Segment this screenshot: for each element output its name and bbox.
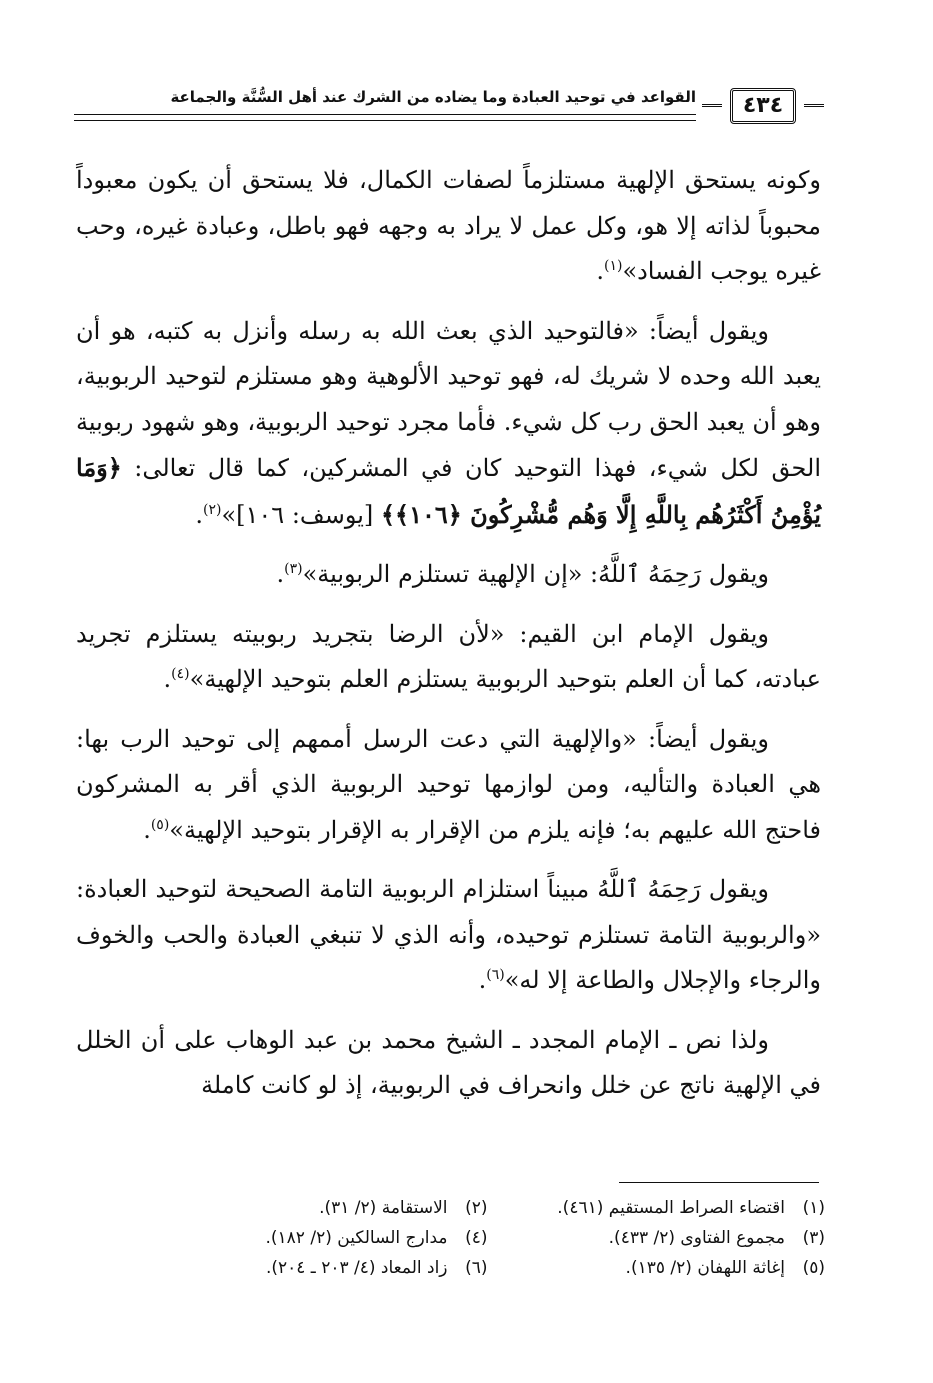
header-rule — [74, 114, 696, 121]
footnote-number: (١) — [802, 1198, 825, 1218]
footnote-ref: (١) — [603, 258, 623, 274]
footnotes — [150, 1195, 825, 1281]
footnote-ref: (٤) — [171, 666, 190, 682]
footnote — [150, 1195, 488, 1221]
footnote-text: إغاثة اللهفان (٢/ ١٣٥). — [625, 1258, 785, 1278]
paragraph-text: ويقول الإمام ابن القيم: «لأن الرضا بتجريد ربوبيته يستلزم تجريد عبادته، كما أن العلم بتوحيد الربوبية يستلزم العلم بتوحيد الإلهية» — [76, 619, 821, 693]
paragraph: ويقول أيضاً: «فالتوحيد الذي بعث الله به رسله وأنزل به كتبه، هو أن يعبد الله وحده لا شريك له، فهو توحيد الألوهية وهو مستلزم لتوحيد الربوبية، وهو أن يعبد الحق رب كل شيء. فأما مجرد توحيد الربوبية، وهو شهود ربوبية الحق لكل شيء، فهذا التوحيد كان في المشركين، كما قال تعالى: ﴿وَمَا يُؤْمِنُ أَكْثَرُهُم بِاللَّهِ إِلَّا وَهُم مُّشْرِكُونَ ﴿١٠٦﴾﴾ [يوسف: ١٠٦]»$^{(٢)}$. — [76, 316, 821, 529]
footnote-number: (٦) — [465, 1258, 488, 1278]
footnote-ref: (٦) — [486, 967, 505, 983]
footnote-number: (٣) — [802, 1228, 825, 1248]
paragraph: وكونه يستحق الإلهية مستلزماً لصفات الكمال، فلا يستحق أن يكون معبوداً محبوباً لذاته إلا هو، وكل عمل لا يراد به وجهه فهو باطل، وعبادة غيره، وحب غيره يوجب الفساد»$^{(١)}$. — [76, 166, 821, 285]
footnote-number: (٤) — [465, 1228, 488, 1248]
footnote-text: زاد المعاد (٤/ ٢٠٣ ـ ٢٠٤). — [265, 1258, 448, 1278]
paragraph: ويقول رَحِمَهُ ٱللَّهُ: «إن الإلهية تستلزم الربوبية»$^{(٣)}$. — [276, 560, 769, 588]
paragraph-text: ويقول رَحِمَهُ ٱللَّهُ: «إن الإلهية تستلزم الربوبية» — [302, 560, 769, 588]
page-number: ٤٣٤ — [730, 88, 796, 124]
page-number-box — [702, 84, 824, 128]
paragraph-text: ويقول أيضاً: «فالتوحيد الذي بعث الله به رسله وأنزل به كتبه، هو أن يعبد الله وحده لا شريك له، فهو توحيد الألوهية وهو مستلزم لتوحيد الربوبية، وهو أن يعبد الحق رب كل شيء. فأما مجرد توحيد الربوبية، وهو شهود ربوبية الحق لكل شيء، فهذا التوحيد كان في المشركين، كما قال تعالى: — [76, 316, 821, 482]
footnote-text: الاستقامة (٢/ ٣١). — [319, 1198, 448, 1218]
paragraph: ويقول أيضاً: «والإلهية التي دعت الرسل أممهم إلى توحيد الرب بها: هي العبادة والتأليه، ومن لوازمها توحيد الربوبية الذي أقر به المشركون فاحتج الله عليهم به؛ فإنه يلزم من الإقرار به الإقرار بتوحيد الإلهية»$^{(٥)}$. — [76, 724, 821, 844]
paragraph-text: ولذا نص ـ الإمام المجدد ـ الشيخ محمد بن عبد الوهاب على أن الخلل في الإلهية ناتج عن خلل وانحراف في الربوبية، إذ لو كانت كاملة — [76, 1025, 821, 1099]
footnote-ref: (٢) — [203, 501, 222, 518]
footnote — [150, 1255, 488, 1281]
paragraph-text: وكونه يستحق الإلهية مستلزماً لصفات الكمال، فلا يستحق أن يكون معبوداً محبوباً لذاته إلا هو، وكل عمل لا يراد به وجهه فهو باطل، وعبادة غيره، وحب غيره يوجب الفساد» — [76, 166, 821, 285]
page-number-ornament — [804, 104, 824, 107]
page-header — [74, 84, 824, 134]
footnote-text: اقتضاء الصراط المستقيم (٤٦١). — [557, 1198, 785, 1218]
paragraph — [76, 1018, 821, 1109]
footnote — [488, 1195, 826, 1221]
footnote-ref: (٥) — [150, 816, 170, 833]
body-text — [76, 158, 821, 1123]
page-number-ornament — [702, 104, 722, 107]
verse-citation: [يوسف: ١٠٦]» — [221, 500, 374, 529]
footnote-ref: (٣) — [284, 561, 303, 577]
footnote — [488, 1225, 826, 1251]
quran-verse: ﴿وَمَا يُؤْمِنُ أَكْثَرُهُم بِاللَّهِ إِلَّا وَهُم مُّشْرِكُونَ ﴿١٠٦﴾﴾ — [76, 453, 821, 529]
footnote-separator — [619, 1182, 819, 1183]
footnote — [150, 1225, 488, 1251]
footnote — [488, 1255, 826, 1281]
footnote-text: مجموع الفتاوى (٢/ ٤٣٣). — [608, 1228, 785, 1248]
paragraph-text: ويقول أيضاً: «والإلهية التي دعت الرسل أممهم إلى توحيد الرب بها: هي العبادة والتأليه، ومن لوازمها توحيد الربوبية الذي أقر به المشركون فاحتج الله عليهم به؛ فإنه يلزم من الإقرار به الإقرار بتوحيد الإلهية» — [76, 724, 821, 844]
footnote-text: مدارج السالكين (٢/ ١٨٢). — [265, 1228, 448, 1248]
footnote-number: (٥) — [802, 1258, 825, 1278]
paragraph: ويقول الإمام ابن القيم: «لأن الرضا بتجريد ربوبيته يستلزم تجريد عبادته، كما أن العلم بتوحيد الربوبية يستلزم العلم بتوحيد الإلهية»$^{(٤)}$. — [76, 619, 821, 693]
paragraph: ويقول رَحِمَهُ ٱللَّهُ مبيناً استلزام الربوبية التامة الصحيحة لتوحيد العبادة: «والربوبية التامة تستلزم توحيده، وأنه الذي لا تنبغي العبادة والحب والخوف والرجاء والإجلال والطاعة إلا له»$^{(٦)}$. — [76, 875, 821, 994]
running-title: القواعد في توحيد العبادة وما يضاده من الشرك عند أهل السُّنَّة والجماعة — [170, 88, 696, 106]
footnote-number: (٢) — [465, 1198, 488, 1218]
paragraph-text: ويقول رَحِمَهُ ٱللَّهُ مبيناً استلزام الربوبية التامة الصحيحة لتوحيد العبادة: «والربوبية التامة تستلزم توحيده، وأنه الذي لا تنبغي العبادة والحب والخوف والرجاء والإجلال والطاعة إلا له» — [76, 875, 821, 994]
